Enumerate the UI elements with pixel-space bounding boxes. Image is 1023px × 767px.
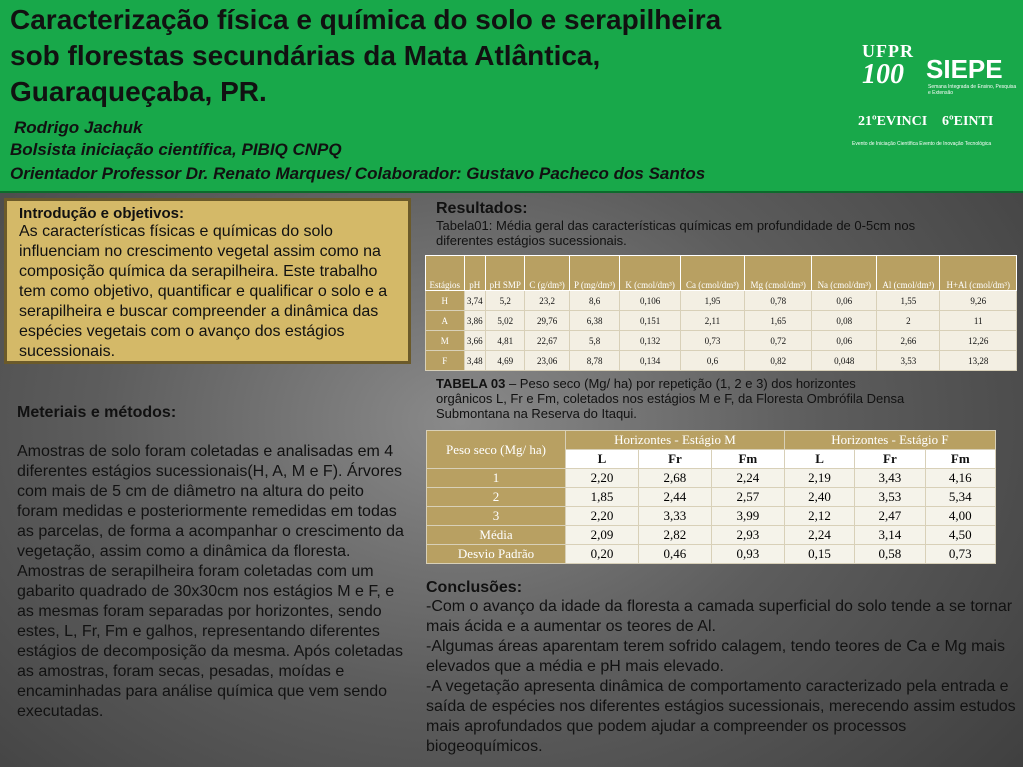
intro-box	[4, 198, 411, 364]
table-row	[427, 469, 996, 488]
table-cell: 0,134	[620, 351, 680, 371]
siepe-logo-subtitle: Semana Integrada de Ensino, Pesquisa e Extensão	[928, 84, 1017, 96]
table-cell: 2,68	[638, 469, 711, 488]
table-header-cell: C (g/dm³)	[525, 256, 569, 291]
table-cell: 4,81	[486, 331, 525, 351]
horizon-subheader: L	[566, 450, 639, 469]
intro-text: As características físicas e químicas do solo influenciam no crescimento vegetal assim como na composição química da serapilheira. Este trabalho tem como objetivo, quantificar e qualificar o solo e a serapilheira e buscar compreender a dinâmica das espécies vegetais com o avanço dos estágios sucessionais.	[19, 223, 388, 360]
table-cell: 2	[877, 311, 940, 331]
table-cell: 13,28	[940, 351, 1017, 371]
poster-header	[0, 0, 1023, 193]
table-cell: 2,20	[566, 469, 639, 488]
table-header-cell: pH	[464, 256, 486, 291]
table-cell: 0,93	[711, 545, 784, 564]
table-cell: 0,6	[680, 351, 744, 371]
title-line-3: Guaraqueçaba, PR.	[10, 76, 267, 107]
table-header-cell: Estágios	[426, 256, 465, 291]
group-header-stage-m: Horizontes - Estágio M	[566, 431, 785, 450]
row-label-cell: Média	[427, 526, 566, 545]
ufpr-logo-text: UFPR	[862, 41, 914, 61]
table-cell: 23,06	[525, 351, 569, 371]
table-cell: 3,53	[877, 351, 940, 371]
table-header-cell: Ca (cmol/dm³)	[680, 256, 744, 291]
table-cell: 11	[940, 311, 1017, 331]
table-row	[426, 351, 1017, 371]
table-row	[427, 545, 996, 564]
table-cell: 2,12	[784, 507, 854, 526]
table-header-cell: H+Al (cmol/dm³)	[940, 256, 1017, 291]
table-cell: 4,00	[925, 507, 995, 526]
conclusion-item: -A vegetação apresenta dinâmica de comportamento caracterizado pela entrada e saída de espécies nos diferentes estágios sucessionais, merecendo assim estudos mais aprofundados que podem ajudar a compreender os processos biogeoquímicos.	[426, 678, 1016, 755]
table-cell: 4,50	[925, 526, 995, 545]
table-cell: 0,72	[745, 331, 812, 351]
table-cell: 3,53	[855, 488, 925, 507]
table-cell: 5,8	[569, 331, 620, 351]
table-cell: 0,06	[812, 291, 877, 311]
table-row	[427, 507, 996, 526]
title-line-1: Caracterização física e química do solo e serapilheira	[10, 4, 722, 35]
table-cell: 8,6	[569, 291, 620, 311]
title-line-2: sob florestas secundárias da Mata Atlântica,	[10, 40, 601, 71]
table-row	[426, 331, 1017, 351]
table-cell: 0,73	[925, 545, 995, 564]
table1-caption: Tabela01: Média geral das características químicas em profundidade de 0-5cm nos diferentes estágios sucessionais.	[436, 218, 916, 248]
ufpr-100-logo	[862, 42, 918, 94]
table3-caption	[436, 376, 906, 421]
table-cell: 1,95	[680, 291, 744, 311]
conclusions-section	[426, 579, 1016, 757]
table-cell: 1,85	[566, 488, 639, 507]
table-cell: 3,99	[711, 507, 784, 526]
table-cell: 2,24	[711, 469, 784, 488]
bolsista-line: Bolsista iniciação científica, PIBIQ CNPQ	[10, 140, 342, 159]
table-cell: 2,82	[638, 526, 711, 545]
methods-section	[17, 404, 409, 722]
table-row	[426, 291, 1017, 311]
table-cell: 22,67	[525, 331, 569, 351]
einti-logo: 6ºEINTI	[942, 114, 994, 129]
table-header-cell: K (cmol/dm³)	[620, 256, 680, 291]
table-row	[427, 526, 996, 545]
stage-label-cell: A	[426, 311, 465, 331]
table-cell: 1,65	[745, 311, 812, 331]
methods-text: Amostras de solo foram coletadas e analisadas em 4 diferentes estágios sucessionais(H, A, M e F). Árvores com mais de 5 cm de diâmetro na altura do peito foram medidas e posteriormente remedidas em todas as parcelas, de forma a acompanhar o crescimento da vegetação, assim como a dinâmica da floresta. Amostras de serapilheira foram coletadas com um gabarito quadrado de 30x30cm nos estágios M e F, e as mesmas foram separadas por horizontes, sendo estes, L, Fr, Fm e galhos, representando diferentes estágios de decomposição da mesma. Após coletadas as amostras, foram secas, pesadas, moídas e encaminhadas para análise química que vem sendo executadas.	[17, 443, 404, 720]
table-cell: 12,26	[940, 331, 1017, 351]
table-cell: 3,43	[855, 469, 925, 488]
litter-dry-weight-table	[426, 430, 996, 564]
evento-logo-subtitle: Evento de Iniciação Científica Evento de Inovação Tecnológica	[852, 141, 992, 147]
conclusion-item: -Com o avanço da idade da floresta a camada superficial do solo tende a se tornar mais ácida e a aumentar os teores de Al.	[426, 598, 1013, 635]
table-cell: 2,40	[784, 488, 854, 507]
table3-caption-text: – Peso seco (Mg/ ha) por repetição (1, 2 e 3) dos horizontes orgânicos L, Fr e Fm, coletados nos estágios M e F, da Floresta Ombrófila Densa Submontana na Reserva do Itaqui.	[436, 376, 905, 421]
table-cell: 2,93	[711, 526, 784, 545]
table-cell: 5,02	[486, 311, 525, 331]
table-cell: 2,24	[784, 526, 854, 545]
table-cell: 3,33	[638, 507, 711, 526]
stage-label-cell: M	[426, 331, 465, 351]
table-cell: 1,55	[877, 291, 940, 311]
table-header-cell: P (mg/dm³)	[569, 256, 620, 291]
table-cell: 0,78	[745, 291, 812, 311]
ufpr-logo-number: 100	[862, 59, 904, 90]
table-cell: 0,151	[620, 311, 680, 331]
chemistry-table-header	[426, 256, 1017, 291]
table-cell: 5,34	[925, 488, 995, 507]
table-cell: 23,2	[525, 291, 569, 311]
group-header-stage-f: Horizontes - Estágio F	[784, 431, 995, 450]
horizon-subheader: Fm	[925, 450, 995, 469]
table-header-cell: Mg (cmol/dm³)	[745, 256, 812, 291]
table-cell: 0,46	[638, 545, 711, 564]
horizon-subheader: Fr	[638, 450, 711, 469]
siepe-logo: SIEPE	[926, 54, 1003, 84]
table-cell: 9,26	[940, 291, 1017, 311]
poster-title	[10, 2, 880, 110]
table-cell: 2,20	[566, 507, 639, 526]
methods-heading: Meteriais e métodos:	[17, 404, 177, 421]
table-header-cell: Na (cmol/dm³)	[812, 256, 877, 291]
results-heading: Resultados:	[436, 200, 528, 217]
table-cell: 6,38	[569, 311, 620, 331]
table-cell: 3,66	[464, 331, 486, 351]
table-cell: 0,106	[620, 291, 680, 311]
table-cell: 4,69	[486, 351, 525, 371]
table-cell: 2,11	[680, 311, 744, 331]
chemistry-table	[425, 255, 1017, 371]
orientador-line: Orientador Professor Dr. Renato Marques/ Colaborador: Gustavo Pacheco dos Santos	[10, 164, 706, 183]
table-cell: 3,74	[464, 291, 486, 311]
row-label-cell: 3	[427, 507, 566, 526]
table-cell: 0,58	[855, 545, 925, 564]
table-cell: 0,20	[566, 545, 639, 564]
table-cell: 29,76	[525, 311, 569, 331]
row-label-cell: 1	[427, 469, 566, 488]
row-label-cell: 2	[427, 488, 566, 507]
table-cell: 0,048	[812, 351, 877, 371]
table-cell: 3,48	[464, 351, 486, 371]
table-cell: 0,132	[620, 331, 680, 351]
stage-label-cell: F	[426, 351, 465, 371]
table-cell: 3,86	[464, 311, 486, 331]
litter-table-corner: Peso seco (Mg/ ha)	[427, 431, 566, 469]
evinci-logo: 21ºEVINCI	[858, 114, 928, 129]
results-section	[436, 200, 1016, 248]
conclusions-heading: Conclusões:	[426, 579, 523, 596]
table-cell: 0,73	[680, 331, 744, 351]
table-cell: 2,44	[638, 488, 711, 507]
intro-heading: Introdução e objetivos:	[19, 205, 185, 222]
table-cell: 5,2	[486, 291, 525, 311]
table3-caption-label: TABELA 03	[436, 376, 506, 391]
table-cell: 0,06	[812, 331, 877, 351]
conclusion-item: -Algumas áreas aparentam terem sofrido calagem, tendo teores de Ca e Mg mais elevados que a média e pH mais elevado.	[426, 638, 1005, 675]
table-cell: 4,16	[925, 469, 995, 488]
author-name: Rodrigo Jachuk	[14, 118, 143, 137]
table-cell: 8,78	[569, 351, 620, 371]
table-cell: 3,14	[855, 526, 925, 545]
table-row	[426, 311, 1017, 331]
table-cell: 2,57	[711, 488, 784, 507]
table-cell: 2,19	[784, 469, 854, 488]
table-header-cell: pH SMP	[486, 256, 525, 291]
horizon-subheader: Fm	[711, 450, 784, 469]
table-cell: 0,08	[812, 311, 877, 331]
table-cell: 2,66	[877, 331, 940, 351]
stage-label-cell: H	[426, 291, 465, 311]
table-header-cell: Al (cmol/dm³)	[877, 256, 940, 291]
litter-table-group-header	[427, 431, 996, 450]
table-row	[427, 488, 996, 507]
horizon-subheader: L	[784, 450, 854, 469]
row-label-cell: Desvio Padrão	[427, 545, 566, 564]
table-cell: 2,09	[566, 526, 639, 545]
table-cell: 0,82	[745, 351, 812, 371]
horizon-subheader: Fr	[855, 450, 925, 469]
table-cell: 2,47	[855, 507, 925, 526]
table-cell: 0,15	[784, 545, 854, 564]
